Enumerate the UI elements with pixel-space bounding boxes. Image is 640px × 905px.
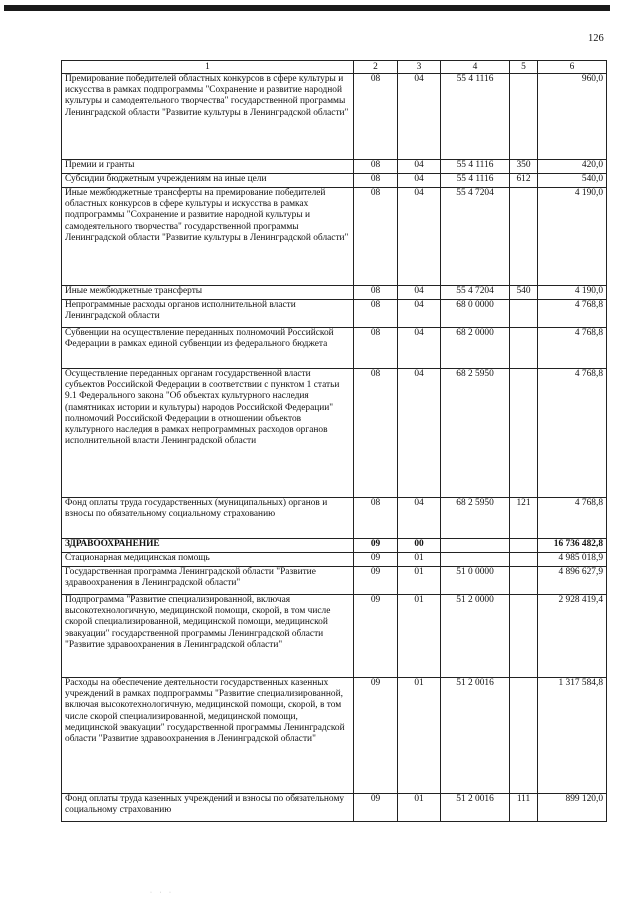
cell-expense-type	[510, 553, 538, 567]
cell-target-article: 68 0 0000	[441, 300, 510, 328]
table-row	[62, 188, 607, 286]
table-row	[62, 539, 607, 553]
table-row	[62, 328, 607, 369]
cell-target-article: 51 0 0000	[441, 567, 510, 595]
cell-expense-type	[510, 74, 538, 160]
cell-expense-type	[510, 328, 538, 369]
cell-section: 08	[354, 286, 398, 300]
cell-amount: 960,0	[538, 74, 607, 160]
cell-section: 09	[354, 539, 398, 553]
cell-name: Фонд оплаты труда государственных (муниципальных) органов и взносы по обязательному социальному страхованию	[62, 498, 354, 539]
cell-expense-type: 350	[510, 160, 538, 174]
cell-target-article: 51 2 0000	[441, 595, 510, 678]
cell-target-article: 55 4 1116	[441, 74, 510, 160]
cell-section: 08	[354, 328, 398, 369]
cell-amount: 4 190,0	[538, 188, 607, 286]
cell-expense-type	[510, 678, 538, 794]
cell-subsection: 04	[398, 300, 441, 328]
cell-subsection: 04	[398, 369, 441, 498]
cell-target-article	[441, 553, 510, 567]
cell-expense-type	[510, 300, 538, 328]
cell-section: 08	[354, 300, 398, 328]
cell-subsection: 04	[398, 174, 441, 188]
cell-subsection: 01	[398, 678, 441, 794]
cell-subsection: 04	[398, 188, 441, 286]
cell-amount: 4 768,8	[538, 300, 607, 328]
cell-target-article: 68 2 5950	[441, 369, 510, 498]
cell-expense-type	[510, 539, 538, 553]
cell-amount: 4 768,8	[538, 369, 607, 498]
cell-expense-type	[510, 369, 538, 498]
cell-target-article: 55 4 1116	[441, 160, 510, 174]
cell-expense-type: 121	[510, 498, 538, 539]
cell-amount: 2 928 419,4	[538, 595, 607, 678]
cell-expense-type: 540	[510, 286, 538, 300]
cell-expense-type: 612	[510, 174, 538, 188]
cell-subsection: 04	[398, 74, 441, 160]
cell-target-article: 51 2 0016	[441, 794, 510, 822]
cell-target-article	[441, 539, 510, 553]
column-header: 1	[62, 61, 354, 74]
cell-subsection: 00	[398, 539, 441, 553]
cell-amount: 16 736 482,8	[538, 539, 607, 553]
cell-name: Субвенции на осуществление переданных полномочий Российской Федерации в рамках единой субвенции из федерального бюджета	[62, 328, 354, 369]
cell-section: 09	[354, 595, 398, 678]
table-row	[62, 553, 607, 567]
cell-subsection: 01	[398, 567, 441, 595]
cell-subsection: 01	[398, 595, 441, 678]
cell-amount: 899 120,0	[538, 794, 607, 822]
cell-name: Иные межбюджетные трансферты на премирование победителей областных конкурсов в сфере культуры и искусства в рамках подпрограммы "Сохранение и развитие народной культуры и самодеятельного творчества" государственной программы Ленинградской области "Развитие культуры в Ленинградской области"	[62, 188, 354, 286]
cell-name: Расходы на обеспечение деятельности государственных казенных учреждений в рамках подпрограммы "Развитие специализированной, включая высокотехнологичную, медицинской помощи, скорой, в том числе скорой специализированной, медицинской помощи, медицинской эвакуации" государственной программы Ленинградской области "Развитие здравоохранения в Ленинградской области"	[62, 678, 354, 794]
cell-name: Фонд оплаты труда казенных учреждений и взносы по обязательному социальному страхованию	[62, 794, 354, 822]
cell-amount: 540,0	[538, 174, 607, 188]
column-header: 5	[510, 61, 538, 74]
cell-name: Осуществление переданных органам государственной власти субъектов Российской Федерации в соответствии с пунктом 1 статьи 9.1 Федерального закона "Об объектах культурного наследия (памятниках истории и культуры) народов Российской Федерации" полномочий Российской Федерации в отношении объектов культурного наследия в рамках непрограммных расходов органов исполнительной власти Ленинградской области	[62, 369, 354, 498]
cell-section: 08	[354, 188, 398, 286]
cell-name: Подпрограмма "Развитие специализированной, включая высокотехнологичную, медицинской помощи, скорой, в том числе скорой специализированной, медицинской помощи, медицинской эвакуации" государственной программы Ленинградской области "Развитие здравоохранения в Ленинградской области"	[62, 595, 354, 678]
table-row	[62, 74, 607, 160]
cell-section: 09	[354, 567, 398, 595]
cell-name: Премирование победителей областных конкурсов в сфере культуры и искусства в рамках подпрограммы "Сохранение и развитие народной культуры и самодеятельного творчества" государственной программы Ленинградской области "Развитие культуры в Ленинградской области"	[62, 74, 354, 160]
cell-amount: 1 317 584,8	[538, 678, 607, 794]
cell-expense-type	[510, 595, 538, 678]
cell-subsection: 04	[398, 328, 441, 369]
cell-section: 09	[354, 553, 398, 567]
scan-specks: · · ·	[150, 890, 174, 896]
cell-section: 08	[354, 160, 398, 174]
cell-target-article: 68 2 5950	[441, 498, 510, 539]
cell-subsection: 04	[398, 498, 441, 539]
table-row	[62, 174, 607, 188]
cell-expense-type: 111	[510, 794, 538, 822]
top-border-bar	[4, 5, 610, 11]
cell-name: ЗДРАВООХРАНЕНИЕ	[62, 539, 354, 553]
column-header: 4	[441, 61, 510, 74]
table-row	[62, 567, 607, 595]
table-row	[62, 286, 607, 300]
cell-section: 09	[354, 678, 398, 794]
cell-subsection: 01	[398, 794, 441, 822]
budget-table	[61, 60, 607, 822]
cell-name: Стационарная медицинская помощь	[62, 553, 354, 567]
cell-name: Субсидии бюджетным учреждениям на иные цели	[62, 174, 354, 188]
cell-section: 08	[354, 74, 398, 160]
cell-amount: 4 768,8	[538, 498, 607, 539]
cell-amount: 4 985 018,9	[538, 553, 607, 567]
table-row	[62, 369, 607, 498]
cell-target-article: 68 2 0000	[441, 328, 510, 369]
cell-amount: 4 190,0	[538, 286, 607, 300]
column-header: 2	[354, 61, 398, 74]
cell-amount: 420,0	[538, 160, 607, 174]
page-number: 126	[588, 33, 604, 44]
cell-name: Иные межбюджетные трансферты	[62, 286, 354, 300]
cell-target-article: 55 4 7204	[441, 188, 510, 286]
cell-target-article: 55 4 7204	[441, 286, 510, 300]
cell-expense-type	[510, 188, 538, 286]
cell-subsection: 04	[398, 286, 441, 300]
header-row	[62, 61, 607, 74]
cell-target-article: 51 2 0016	[441, 678, 510, 794]
column-header: 3	[398, 61, 441, 74]
table-row	[62, 160, 607, 174]
cell-expense-type	[510, 567, 538, 595]
cell-name: Государственная программа Ленинградской области "Развитие здравоохранения в Ленинградской области"	[62, 567, 354, 595]
cell-section: 08	[354, 498, 398, 539]
cell-target-article: 55 4 1116	[441, 174, 510, 188]
table-row	[62, 794, 607, 822]
cell-section: 09	[354, 794, 398, 822]
cell-name: Премии и гранты	[62, 160, 354, 174]
column-header: 6	[538, 61, 607, 74]
table-row	[62, 595, 607, 678]
table-row	[62, 300, 607, 328]
cell-amount: 4 768,8	[538, 328, 607, 369]
table-row	[62, 678, 607, 794]
cell-name: Непрограммные расходы органов исполнительной власти Ленинградской области	[62, 300, 354, 328]
cell-amount: 4 896 627,9	[538, 567, 607, 595]
cell-subsection: 04	[398, 160, 441, 174]
cell-section: 08	[354, 174, 398, 188]
cell-section: 08	[354, 369, 398, 498]
table-row	[62, 498, 607, 539]
cell-subsection: 01	[398, 553, 441, 567]
